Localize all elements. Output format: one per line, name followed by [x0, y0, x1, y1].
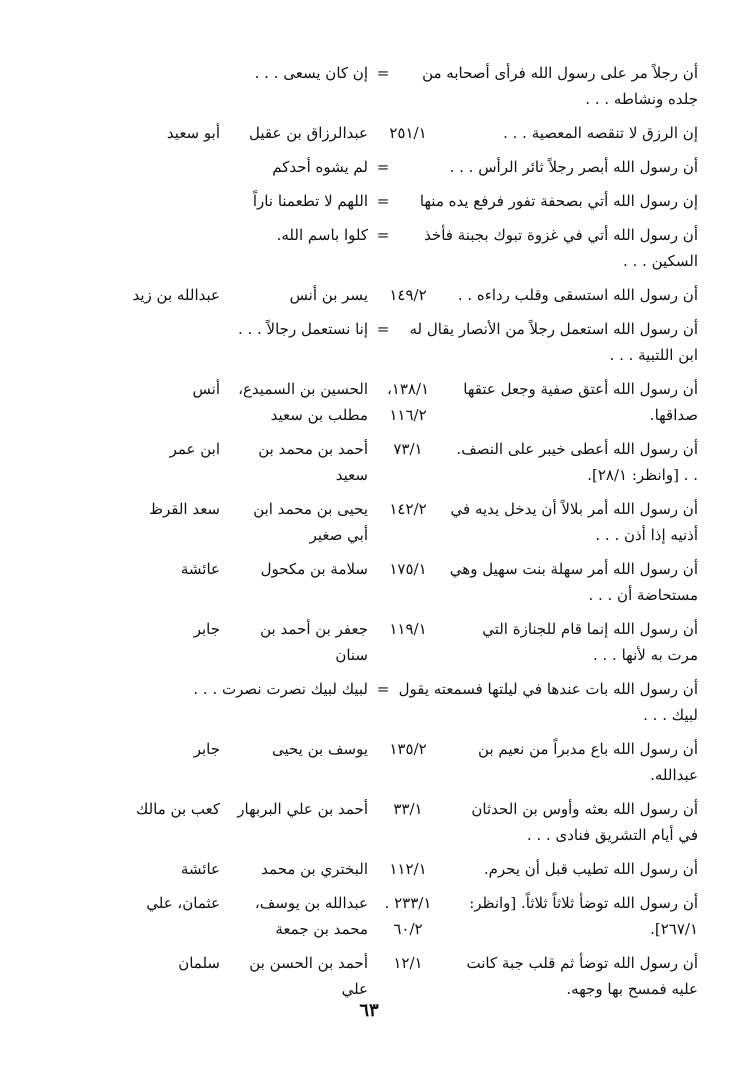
hadith-text: أن رسول الله أمر بلالاً أن يدخل يديه في أذنيه إذا أذن . . .: [450, 500, 698, 544]
volume-page-reference: ٣٣/١: [393, 800, 423, 818]
companion-name: عائشة: [180, 560, 220, 578]
hadith-text: أن رسول الله أبصر رجلاً ثائر الرأس . . .: [449, 158, 698, 176]
volume-page-reference: ٢٥١/١: [389, 124, 427, 142]
narrator-name: يسر بن أنس: [289, 286, 368, 304]
index-entry: [40, 890, 698, 942]
hadith-continuation: لم يشوه أحدكم: [272, 158, 368, 176]
equals-sign: =: [376, 158, 390, 176]
index-entry: [40, 950, 698, 1002]
equals-sign: =: [376, 192, 390, 210]
hadith-text: أن رسول الله أمر سهلة بنت سهيل وهي مستحاضة أن . . .: [449, 560, 698, 604]
narrator-name: عبدالله بن يوسف، محمد بن جمعة: [254, 894, 368, 938]
hadith-continuation: إن كان يسعى . . .: [254, 64, 368, 82]
hadith-text: أن رسول الله بات عندها في ليلتها فسمعته يقول لبيك . . .: [398, 680, 698, 724]
narrator-name: يوسف بن يحيى: [271, 740, 368, 758]
volume-page-reference: ١٤٩/٢: [389, 286, 427, 304]
narrator-name: سلامة بن مكحول: [260, 560, 368, 578]
index-entry: [40, 736, 698, 788]
narrator-name: البختري بن محمد: [261, 860, 368, 878]
index-entry: [40, 556, 698, 608]
companion-name: عائشة: [180, 860, 220, 878]
volume-page-reference: ١٣٥/٢: [389, 740, 427, 758]
index-entry: [40, 616, 698, 668]
narrator-name: أحمد بن محمد بن سعيد: [258, 440, 368, 484]
index-entry: [40, 496, 698, 548]
narrator-name: عبدالرزاق بن عقيل: [249, 124, 368, 142]
equals-sign: =: [376, 320, 390, 338]
companion-name: سعد القرظ: [149, 500, 220, 518]
narrator-name: أحمد بن علي البربهار: [237, 800, 368, 818]
index-entry: [40, 120, 698, 146]
hadith-text: أن رسول الله استسقى وقلب رداءه . .: [457, 286, 698, 304]
hadith-text: أن رسول الله تطيب قبل أن يحرم.: [483, 860, 698, 878]
hadith-continuation: كلوا باسم الله.: [276, 226, 368, 244]
equals-sign: =: [376, 226, 390, 244]
index-entry: [40, 856, 698, 882]
index-entry: [40, 60, 698, 112]
hadith-text: أن رسول الله إنما قام للجنازة التي مرت به لأنها . . .: [482, 620, 698, 664]
companion-name: ابن عمر: [169, 440, 220, 458]
companion-name: كعب بن مالك: [135, 800, 220, 818]
equals-sign: =: [376, 64, 390, 82]
companion-name: عبدالله بن زيد: [132, 286, 220, 304]
volume-page-reference: ١١٢/١: [389, 860, 427, 878]
companion-name: سلمان: [178, 954, 220, 972]
volume-page-reference: ٢٣٣/١ . ٦٠/٢: [384, 894, 432, 938]
hadith-text: أن رسول الله باع مدبراً من نعيم بن عبدالله.: [478, 740, 698, 784]
hadith-continuation: إنا نستعمل رجالاً . . .: [237, 320, 368, 338]
volume-page-reference: ١٣٨/١، ١١٦/٢: [386, 380, 430, 424]
narrator-name: أحمد بن الحسن بن علي: [249, 954, 368, 998]
narrator-name: الحسين بن السميدع، مطلب بن سعيد: [238, 380, 368, 424]
page-number: ٦٣: [359, 1000, 379, 1021]
hadith-text: أن رسول الله أعطى خيبر على النصف. . . [وانظر: ٢٨/١].: [456, 440, 698, 484]
hadith-text: أن رسول الله أعتق صفية وجعل عتقها صداقها.: [463, 380, 698, 424]
index-entry: [40, 676, 698, 728]
volume-page-reference: ٧٣/١: [393, 440, 423, 458]
hadith-text: أن رسول الله توضأ ثم قلب جبة كانت عليه فمسح بها وجهه.: [466, 954, 698, 998]
companion-name: جابر: [193, 740, 220, 758]
companion-name: عثمان، علي: [146, 894, 220, 912]
hadith-text: إن رسول الله أتي بصحفة تفور فرفع يده منها: [419, 192, 698, 210]
hadith-continuation: لبيك لبيك نصرت نصرت . . .: [193, 680, 368, 698]
companion-name: أنس: [192, 380, 220, 398]
companion-name: جابر: [193, 620, 220, 638]
narrator-name: يحيى بن محمد ابن أبي صغير: [253, 500, 368, 544]
volume-page-reference: ١٤٢/٢: [389, 500, 427, 518]
index-entry: [40, 222, 698, 274]
hadith-text: أن رجلاً مر على رسول الله فرأى أصحابه من جلده ونشاطه . . .: [422, 64, 698, 108]
volume-page-reference: ١٢/١: [393, 954, 423, 972]
index-entry: [40, 188, 698, 214]
index-entry: [40, 316, 698, 368]
index-entry: [40, 282, 698, 308]
hadith-text: أن رسول الله بعثه وأوس بن الحدثان في أيام التشريق فنادى . . .: [471, 800, 698, 844]
equals-sign: =: [376, 680, 390, 698]
index-entry: [40, 376, 698, 428]
index-entry: [40, 796, 698, 848]
hadith-text: إن الرزق لا تنقصه المعصية . . .: [503, 124, 698, 142]
companion-name: أبو سعيد: [166, 124, 220, 142]
volume-page-reference: ١١٩/١: [389, 620, 427, 638]
hadith-continuation: اللهم لا تطعمنا ناراً: [252, 192, 368, 210]
index-entry: [40, 154, 698, 180]
hadith-index-list: [40, 60, 698, 1002]
volume-page-reference: ١٧٥/١: [389, 560, 427, 578]
hadith-text: أن رسول الله توضأ ثلاثاً ثلاثاً. [وانظر: ٢٦٧/١].: [469, 894, 698, 938]
index-entry: [40, 436, 698, 488]
hadith-text: أن رسول الله استعمل رجلاً من الأنصار يقال له ابن اللتبية . . .: [409, 320, 698, 364]
narrator-name: جعفر بن أحمد بن سنان: [260, 620, 368, 664]
hadith-text: أن رسول الله أتي في غزوة تبوك بجبنة فأخذ السكين . . .: [424, 226, 698, 270]
